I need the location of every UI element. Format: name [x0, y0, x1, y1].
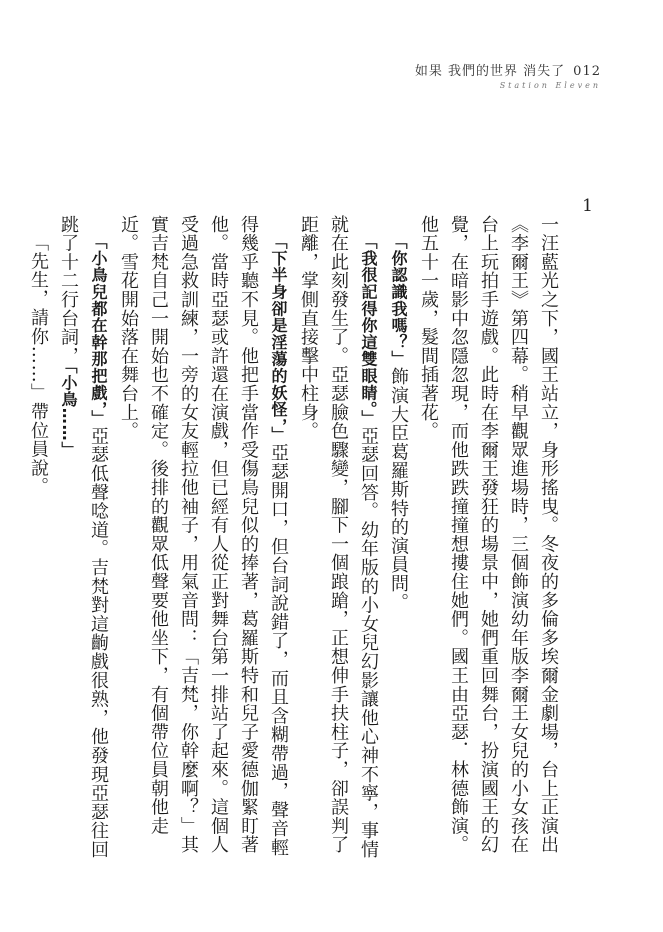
dialogue-quote: 「小鳥兒都在幹那把戲，」 — [89, 233, 108, 427]
paragraph — [113, 215, 293, 865]
chapter-number: 1 — [582, 196, 593, 216]
running-head — [415, 60, 601, 90]
narration-text: 飾演大臣葛羅斯特的演員問。 — [388, 367, 409, 612]
dialogue-quote: 「小鳥……」 — [59, 365, 78, 459]
narration-text: 亞瑟低聲唸道。吉梵對這齣戲很熟，他發現亞瑟往回跳了十二行台詞， — [58, 215, 109, 860]
narration-text: 「先生，請你……」帶位員說。 — [28, 233, 49, 497]
paragraph — [413, 215, 563, 865]
paragraph — [293, 215, 383, 865]
narration-text: 一汪藍光之下，國王站立，身形搖曳。冬夜的多倫多埃爾金劇場，台上正演出《李爾王》 — [508, 215, 559, 855]
paragraph — [383, 215, 413, 865]
narration-text: 亞瑟開口，但台詞說錯了，而且含糊帶過，聲音輕得幾乎聽不見。他把手當作受傷鳥兒似的捧著，葛羅斯特和兒子愛德伽緊盯著他。當時亞瑟或許還在演戲，但已經有人從正對舞台第一排站了起來。這個人受過急救訓練，一旁的女友輕拉他袖子，用氣音問：「吉梵，你幹麼啊？」其實吉梵自己一開始也不確定。後排的觀眾低聲要他坐下，有個帶位員朝他走近。雪花開始落在舞台上。 — [118, 215, 289, 858]
body-text — [28, 215, 563, 865]
narration-text: 亞瑟回答。幼年版的小女兒幻影讓他心神不寧，事情就在此刻發生了。亞瑟臉色驟變，腳下一個踉蹌，正想伸手扶柱子，卻誤判了距離，掌側直接擊中柱身。 — [298, 215, 379, 860]
dialogue-quote: 「你認識我嗎？」 — [389, 233, 408, 368]
paragraph — [53, 215, 113, 865]
running-title — [415, 60, 601, 79]
paragraph — [23, 215, 53, 865]
dialogue-quote: 「我很記得你這雙眼睛。」 — [359, 233, 378, 427]
book-title: 如果 我們的世界 消失了 — [414, 64, 566, 79]
page-number: 012 — [573, 64, 601, 79]
narration-text: 第四幕。稍早觀眾進場時，三個飾演幼年版李爾王女兒的小女孩在台上玩拍手遊戲。此時在李爾王發狂的場景中，她們重回舞台，扮演國王的幻覺，在暗影中忽隱忽現，而他跌跌撞撞想摟住她們。國王由亞瑟．林德飾演。他五十一歲，髮間插著花。 — [418, 215, 529, 855]
dialogue-quote: 「下半身卻是淫蕩的妖怪，」 — [269, 233, 288, 444]
running-subtitle: Station Eleven — [499, 81, 601, 90]
